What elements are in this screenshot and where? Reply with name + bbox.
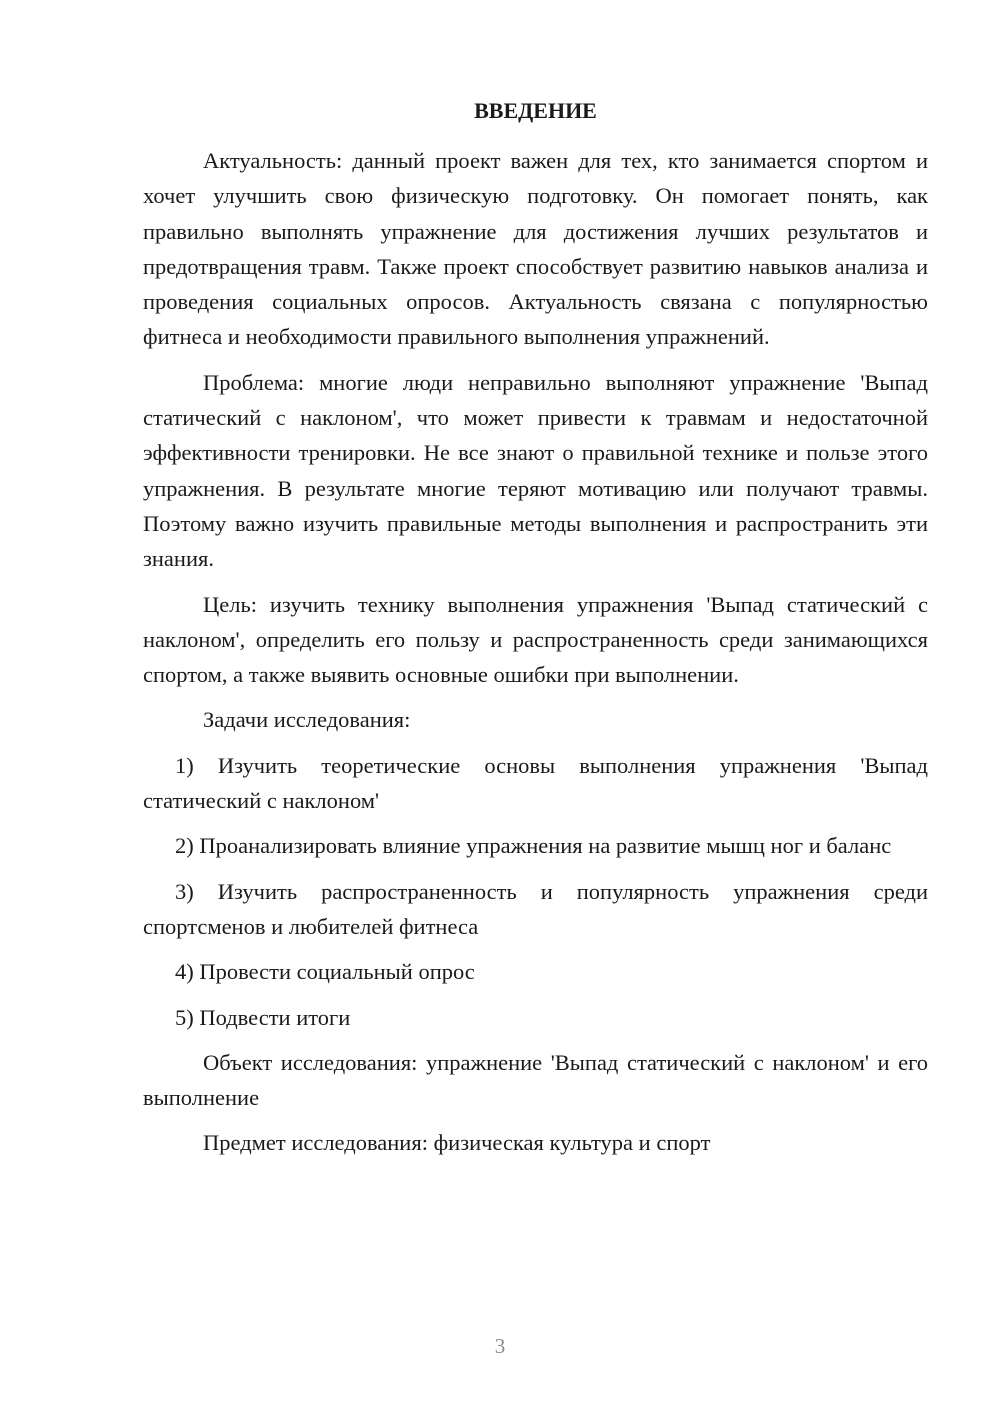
goal-paragraph: Цель: изучить технику выполнения упражнения 'Выпад статический с наклоном', определить его пользу и распространенность среди занимающихся спортом, а также выявить основные ошибки при выполнении. bbox=[143, 591, 928, 688]
section-title: ВВЕДЕНИЕ bbox=[474, 98, 597, 123]
task-item-3: 3) Изучить распространенность и популярность упражнения среди спортсменов и любителей фитнеса bbox=[143, 878, 928, 939]
task-item-1: 1) Изучить теоретические основы выполнения упражнения 'Выпад статический с наклоном' bbox=[143, 752, 928, 814]
task-item-4: 4) Провести социальный опрос bbox=[175, 959, 475, 985]
task-item-2: 2) Проанализировать влияние упражнения на развитие мышц ног и баланс bbox=[175, 833, 892, 859]
subject-paragraph: Предмет исследования: физическая культура и спорт bbox=[203, 1130, 711, 1156]
task-item-5: 5) Подвести итоги bbox=[175, 1004, 351, 1030]
page-content bbox=[143, 95, 928, 1171]
page-number: 3 bbox=[494, 1334, 506, 1358]
tasks-heading: Задачи исследования: bbox=[203, 707, 411, 733]
problem-paragraph: Проблема: многие люди неправильно выполняют упражнение 'Выпад статический с наклоном', что может привести к травмам и недостаточной эффективности тренировки. Не все знают о правильной технике и пользе этого упражнения. В результате многие теряют мотивацию или получают травмы. Поэтому важно изучить правильные методы выполнения и распространить эти знания. bbox=[143, 369, 928, 572]
relevance-paragraph: Актуальность: данный проект важен для тех, кто занимается спортом и хочет улучшить свою физическую подготовку. Он помогает понять, как правильно выполнять упражнение для достижения лучших результатов и предотвращения травм. Также проект способствует развитию навыков анализа и проведения социальных опросов. Актуальность связана с популярностью фитнеса и необходимости правильного выполнения упражнений. bbox=[143, 148, 928, 350]
object-paragraph: Объект исследования: упражнение 'Выпад статический с наклоном' и его выполнение bbox=[143, 1049, 928, 1111]
